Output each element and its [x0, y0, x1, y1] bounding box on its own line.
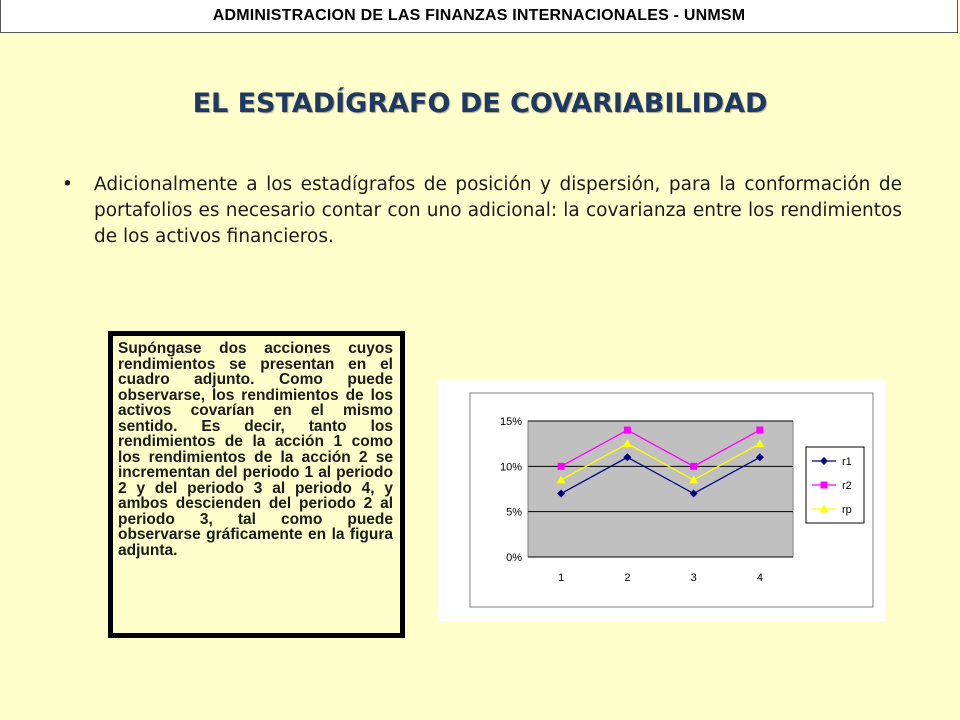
y-tick-label: 15% [499, 416, 522, 428]
chart-panel [438, 379, 885, 621]
legend-marker-r2 [821, 482, 828, 489]
x-category-label: 3 [690, 572, 697, 584]
data-point-r2 [690, 463, 697, 470]
plot-area [528, 421, 793, 557]
y-tick-label: 10% [499, 461, 522, 474]
x-category-label: 2 [624, 572, 631, 584]
header-text: ADMINISTRACION DE LAS FINANZAS INTERNACIONALES - UNMSM [212, 7, 746, 24]
legend-label: r1 [842, 456, 852, 468]
x-category-label: 4 [756, 572, 763, 584]
bullet-icon: • [62, 174, 73, 195]
y-tick-label: 0% [506, 552, 522, 564]
data-point-r2 [756, 427, 763, 434]
slide-title: EL ESTADÍGRAFO DE COVARIABILIDAD [192, 88, 768, 119]
data-point-r2 [624, 427, 631, 434]
legend-label: r2 [842, 480, 852, 492]
data-point-r2 [558, 463, 565, 470]
x-category-label: 1 [558, 572, 565, 584]
y-tick-label: 5% [506, 506, 522, 519]
header-bar [0, 0, 958, 33]
returns-line-chart [438, 379, 885, 621]
text-box-content: Supóngase dos acciones cuyos rendimientos se presentan en el cuadro adjunto. Como puede observarse, los rendimientos de los activos covarían en el mismo sentido. Es decir, tanto los rendimientos de la acción 1 como los rendimientos de la acción 2 se incrementan del periodo 1 al periodo 2 y del periodo 3 al periodo 4, y ambos descienden del periodo 2 al periodo 3, tal como puede observarse gráficamente en la figura adjunta. [118, 340, 393, 559]
bullet-paragraph [62, 172, 902, 250]
legend-label: rp [842, 504, 852, 516]
bullet-text: Adicionalmente a los estadígrafos de posición y dispersión, para la conformación de portafolios es necesario contar con uno adicional: la covarianza entre los rendimientos de los activos financieros. [94, 174, 902, 247]
